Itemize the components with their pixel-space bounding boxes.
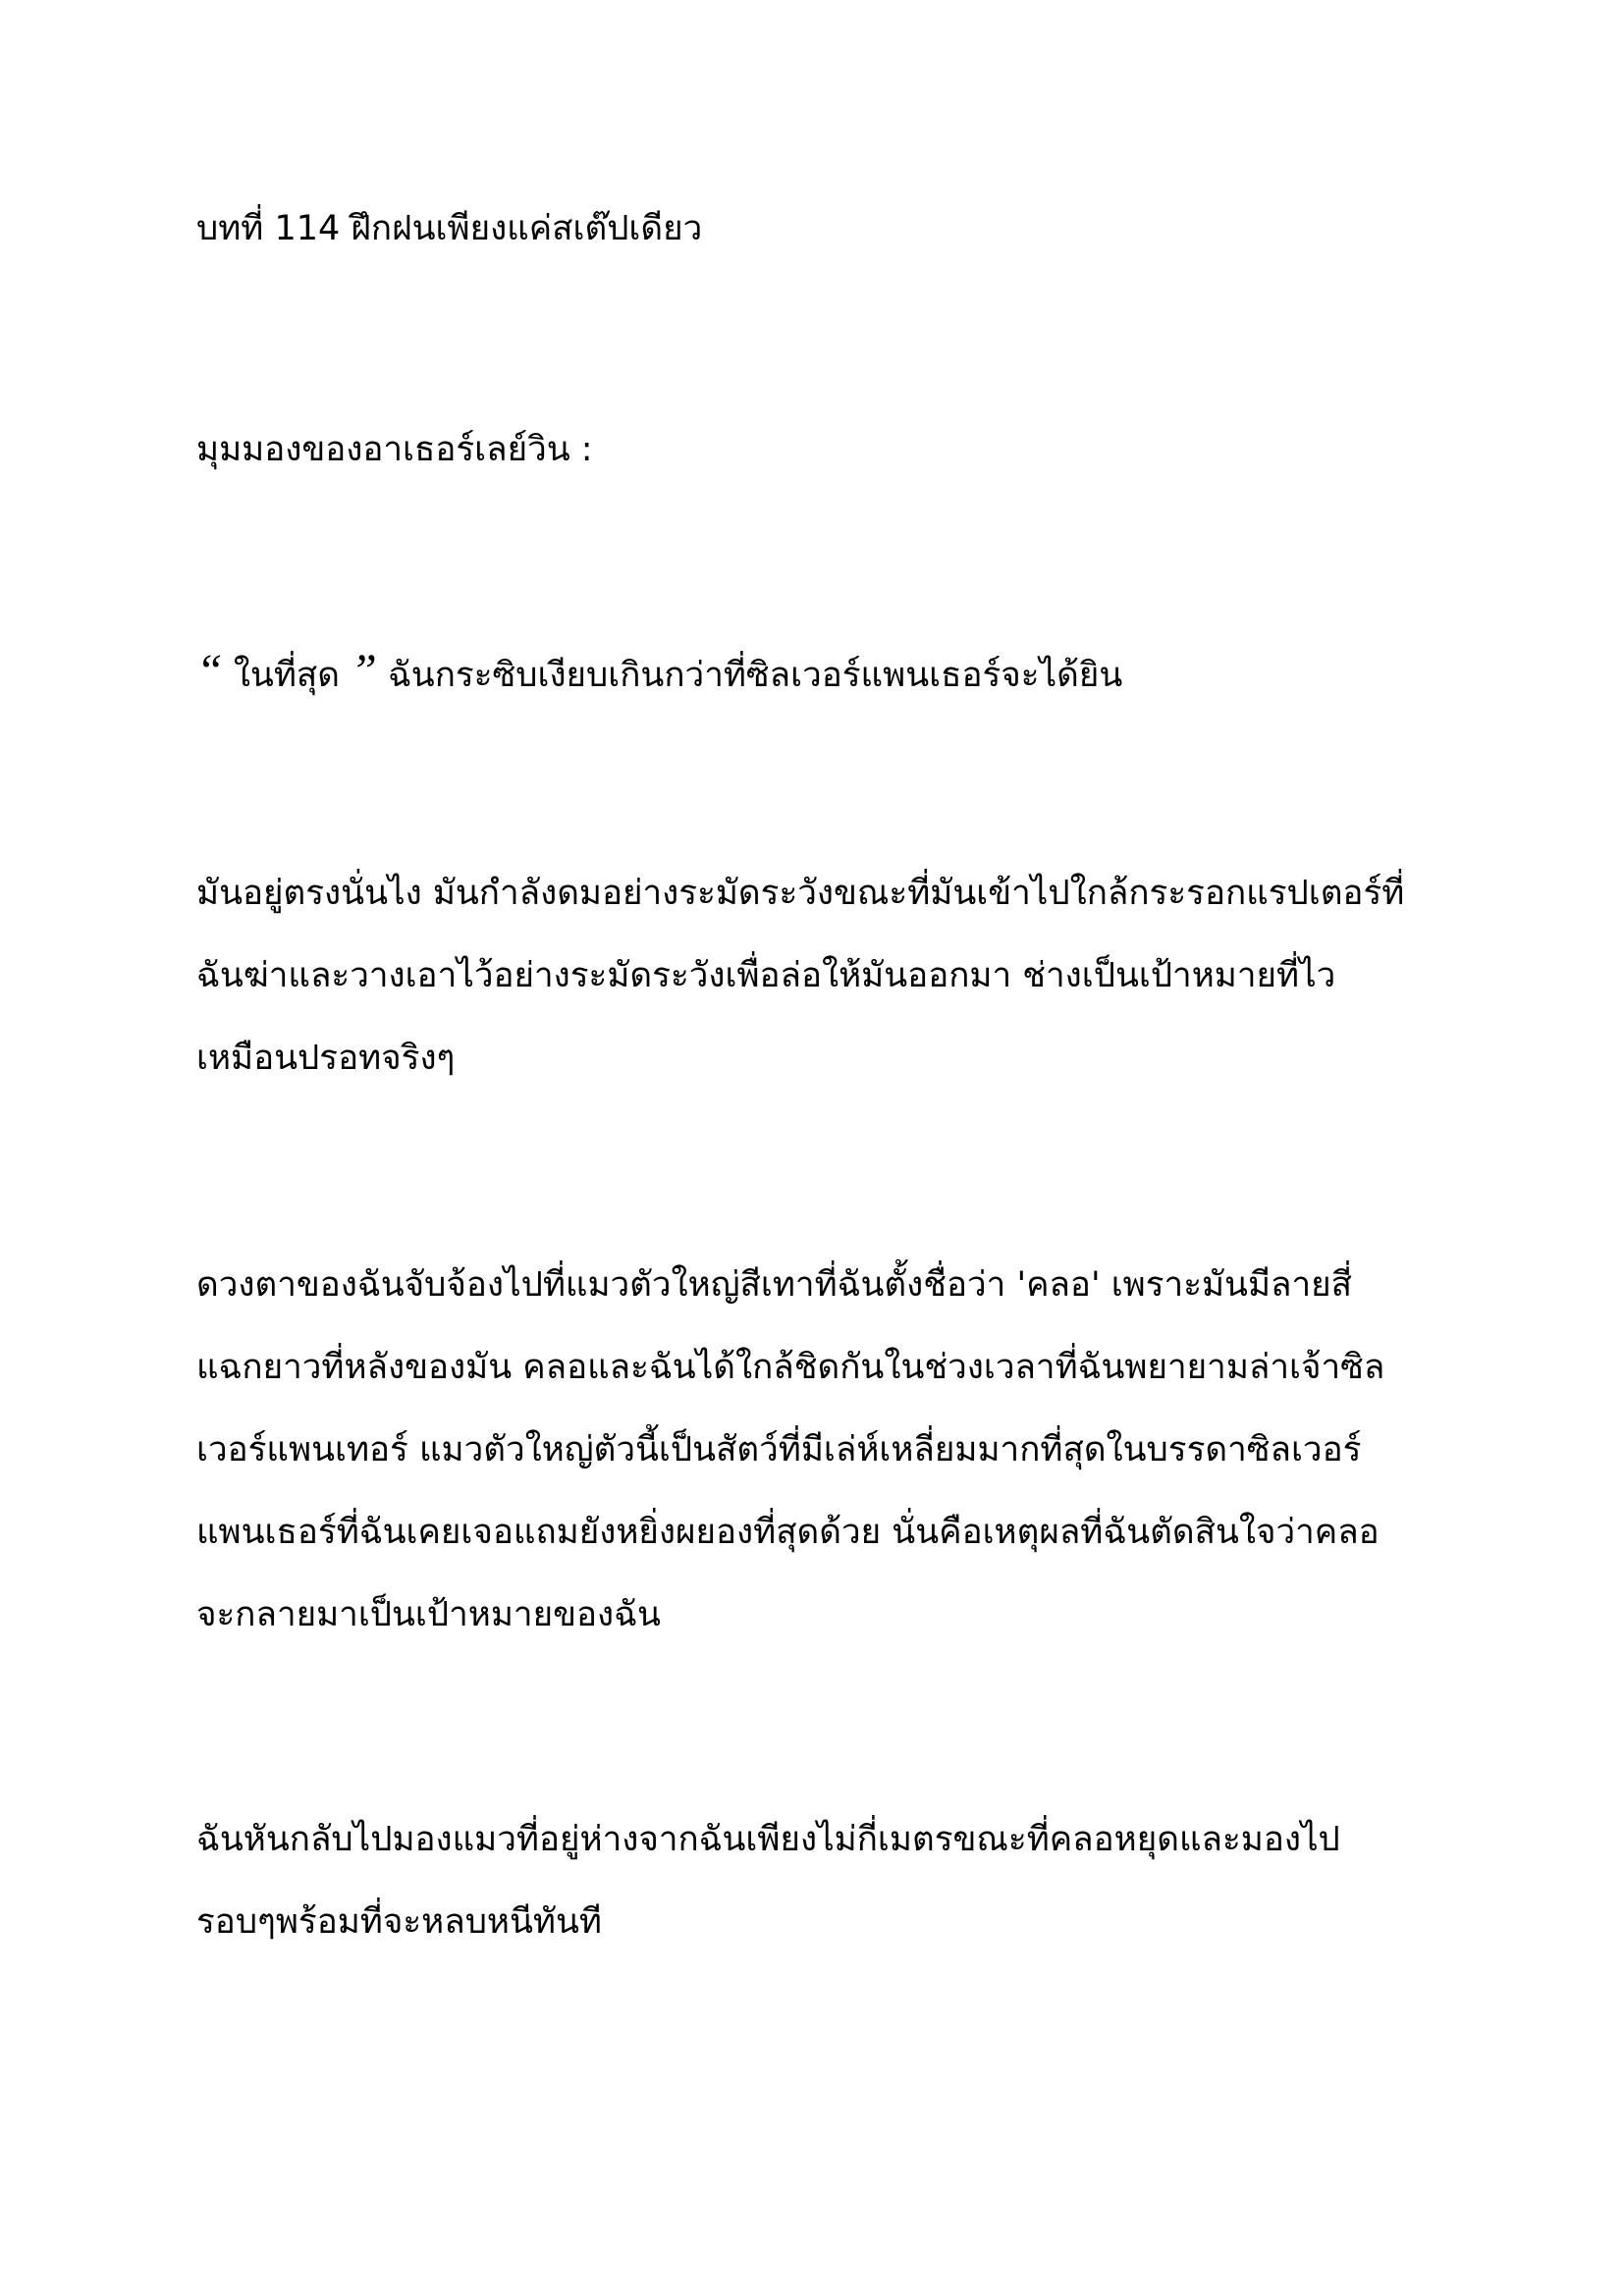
paragraph-2-line: ดวงตาของฉันจับจ้องไปที่แมวตัวใหญ่สีเทาที่ฉันตั้งชื่อว่า 'คลอ' เพราะมันมีลายสี่ xyxy=(196,1265,1353,1305)
dialogue-line xyxy=(196,645,1123,703)
paragraph-3-line: รอบๆพร้อมที่จะหลบหนีทันที xyxy=(196,1902,602,1942)
paragraph-1-line: เหมือนปรอทจริงๆ xyxy=(196,1039,456,1078)
paragraph-2-line: แฉกยาวที่หลังของมัน คลอและฉันได้ใกล้ชิดกันในช่วงเวลาที่ฉันพยายามล่าเจ้าซิล xyxy=(196,1348,1385,1387)
open-quote: “ xyxy=(196,645,223,697)
paragraph-1-line: มันอยู่ตรงนั่นไง มันกำลังดมอย่างระมัดระวังขณะที่มันเข้าไปใกล้กระรอกแรปเตอร์ที่ xyxy=(196,874,1405,913)
paragraph-2-line: แพนเธอร์ที่ฉันเคยเจอแถมยังหยิ่งผยองที่สุดด้วย นั่นคือเหตุผลที่ฉันตัดสินใจว่าคลอ xyxy=(196,1513,1380,1552)
close-quote: ” xyxy=(351,645,377,697)
dialogue-narration: ฉันกระซิบเงียบเกินกว่าที่ซิลเวอร์แพนเธอร์จะได้ยิน xyxy=(376,656,1123,695)
paragraph-2-line: จะกลายมาเป็นเป้าหมายของฉัน xyxy=(196,1595,661,1634)
paragraph-2-line: เวอร์แพนเทอร์ แมวตัวใหญ่ตัวนี้เป็นสัตว์ที่มีเล่ห์เหลี่ยมมากที่สุดในบรรดาซิลเวอร์ xyxy=(196,1430,1362,1469)
chapter-heading: บทที่ 114 ฝึกฝนเพียงแค่สเต๊ปเดียว xyxy=(196,209,703,248)
paragraph-1-line: ฉันฆ่าและวางเอาไว้อย่างระมัดระวังเพื่อล่อให้มันออกมา ช่างเป็นเป้าหมายที่ไว xyxy=(196,956,1336,995)
dialogue-speech: ในที่สุด xyxy=(222,656,352,695)
paragraph-3-line: ฉันหันกลับไปมองแมวที่อยู่ห่างจากฉันเพียงไม่กี่เมตรขณะที่คลอหยุดและมองไป xyxy=(196,1820,1340,1859)
pov-label: มุมมองของอาเธอร์เลย์วิน : xyxy=(196,430,593,469)
